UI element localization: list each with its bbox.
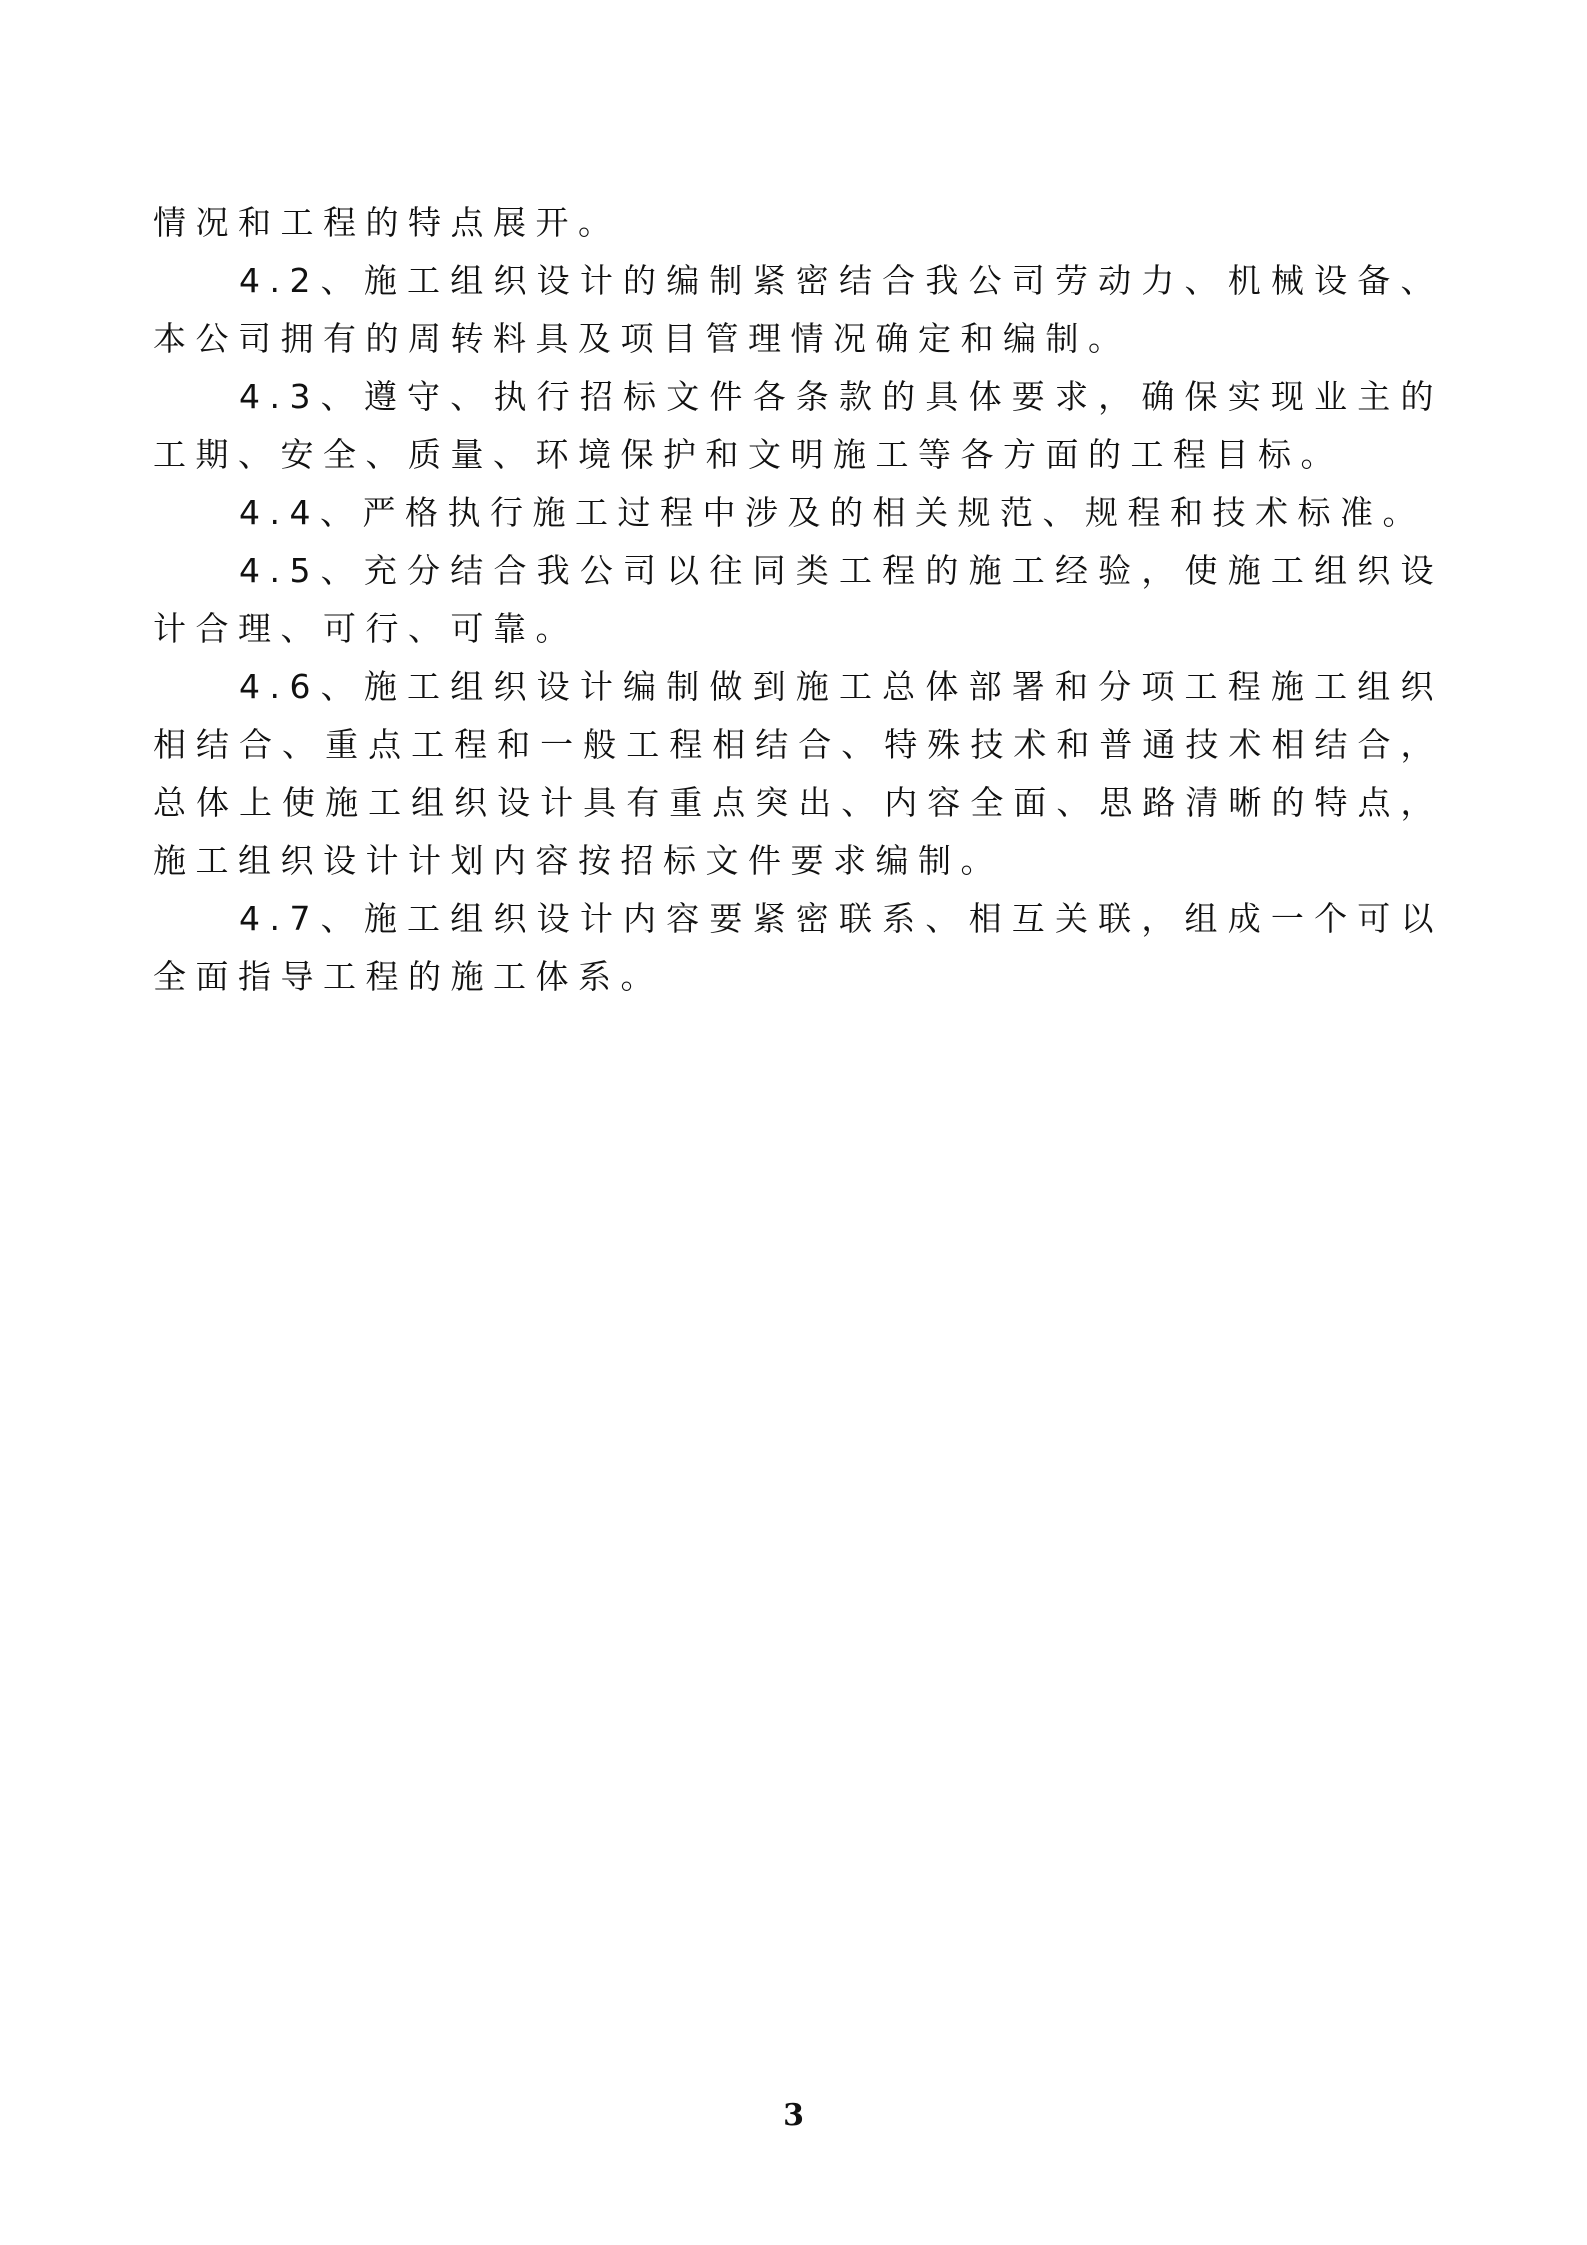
body-text bbox=[153, 194, 1443, 1006]
paragraph-4-3: 4.3、遵守、执行招标文件各条款的具体要求，确保实现业主的工期、安全、质量、环境保护和文明施工等各方面的工程目标。 bbox=[153, 377, 1443, 474]
paragraph-4-7: 4.7、施工组织设计内容要紧密联系、相互关联，组成一个可以全面指导工程的施工体系。 bbox=[153, 899, 1443, 996]
paragraph-4-5: 4.5、充分结合我公司以往同类工程的施工经验，使施工组织设计合理、可行、可靠。 bbox=[153, 551, 1443, 648]
paragraph-4-6: 4.6、施工组织设计编制做到施工总体部署和分项工程施工组织相结合、重点工程和一般工程相结合、特殊技术和普通技术相结合，总体上使施工组织设计具有重点突出、内容全面、思路清晰的特点，施工组织设计计划内容按招标文件要求编制。 bbox=[153, 667, 1443, 880]
paragraph-4-2: 4.2、施工组织设计的编制紧密结合我公司劳动力、机械设备、本公司拥有的周转料具及项目管理情况确定和编制。 bbox=[153, 261, 1443, 358]
page-number: 3 bbox=[783, 2098, 804, 2133]
paragraph-continued: 情况和工程的特点展开。 bbox=[153, 203, 621, 242]
paragraph-4-4: 4.4、严格执行施工过程中涉及的相关规范、规程和技术标准。 bbox=[239, 493, 1425, 532]
